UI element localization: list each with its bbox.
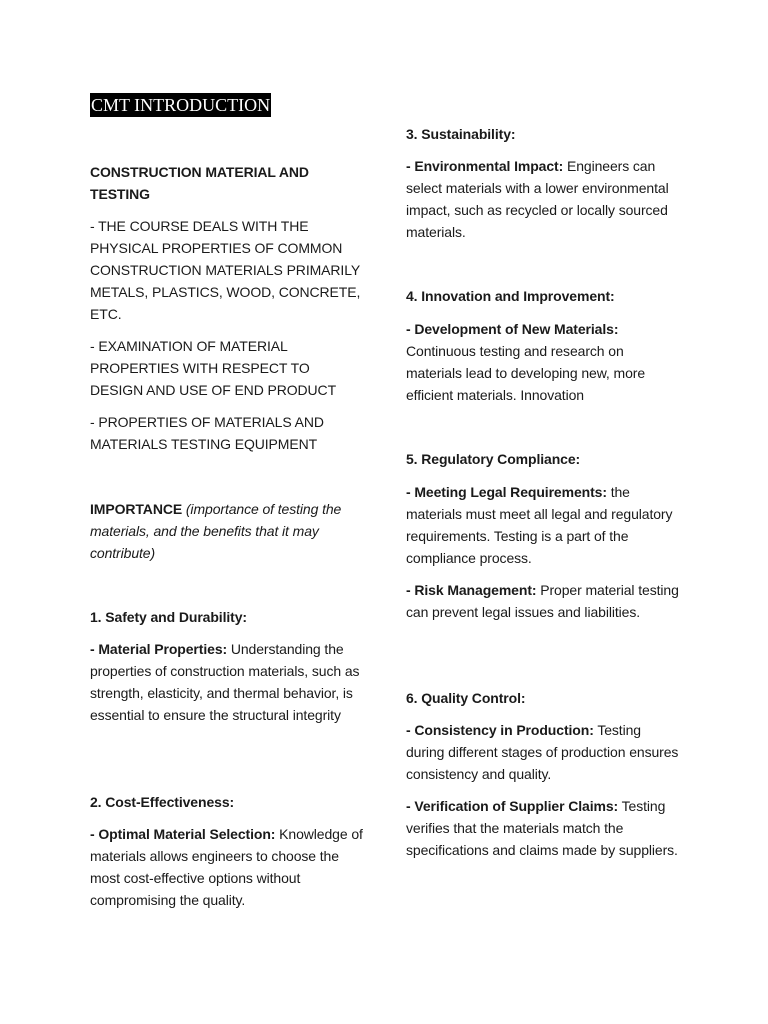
importance-paragraph xyxy=(90,498,366,564)
section-point-legal-requirements xyxy=(406,481,682,569)
point-term: - Consistency in Production: xyxy=(406,722,594,738)
section-point-new-materials xyxy=(406,318,682,406)
page-title: CMT INTRODUCTION xyxy=(91,95,271,115)
section-heading-cost: 2. Cost-Effectiveness: xyxy=(90,794,235,810)
course-point-2: - EXAMINATION OF MATERIAL PROPERTIES WITH RESPECT TO DESIGN AND USE OF END PRODUCT xyxy=(90,338,337,398)
section-point-risk-management xyxy=(406,579,682,623)
importance-note: (importance of testing the materials, and the benefits that it may contribute) xyxy=(90,501,342,561)
point-term: - Optimal Material Selection: xyxy=(90,826,276,842)
point-text: Proper material testing can prevent legal issues and liabilities. xyxy=(406,582,679,620)
point-text: Understanding the properties of construction materials, such as strength, elasticity, and thermal behavior, is essential to ensure the structural integrity xyxy=(90,641,360,723)
point-text: Knowledge of materials allows engineers to choose the most cost-effective options without compromising the quality. xyxy=(90,826,363,908)
section-heading-sustainability: 3. Sustainability: xyxy=(406,126,516,142)
section-heading-safety: 1. Safety and Durability: xyxy=(90,609,247,625)
section-heading-regulatory: 5. Regulatory Compliance: xyxy=(406,451,581,467)
point-text: the materials must meet all legal and regulatory requirements. Testing is a part of the compliance process. xyxy=(406,484,673,566)
section-point-supplier-claims xyxy=(406,795,682,861)
section-heading-quality: 6. Quality Control: xyxy=(406,690,526,706)
point-term: - Development of New Materials: xyxy=(406,321,619,337)
point-term: - Verification of Supplier Claims: xyxy=(406,798,619,814)
importance-label: IMPORTANCE xyxy=(90,501,183,517)
point-term: - Environmental Impact: xyxy=(406,158,564,174)
point-text: Testing during different stages of production ensures consistency and quality. xyxy=(406,722,679,782)
point-text: Engineers can select materials with a lower environmental impact, such as recycled or locally sourced materials. xyxy=(406,158,669,240)
course-heading: CONSTRUCTION MATERIAL AND TESTING xyxy=(90,164,309,202)
course-point-1: - THE COURSE DEALS WITH THE PHYSICAL PROPERTIES OF COMMON CONSTRUCTION MATERIALS PRIMARILY METALS, PLASTICS, WOOD, CONCRETE, ETC. xyxy=(90,218,361,322)
section-point-environmental-impact xyxy=(406,155,682,243)
course-point-3: - PROPERTIES OF MATERIALS AND MATERIALS TESTING EQUIPMENT xyxy=(90,414,324,452)
point-text: Continuous testing and research on materials lead to developing new, more efficient materials. Innovation xyxy=(406,343,646,403)
point-text: Testing verifies that the materials match the specifications and claims made by suppliers. xyxy=(406,798,678,858)
point-term: - Risk Management: xyxy=(406,582,537,598)
section-point-optimal-selection xyxy=(90,823,366,911)
point-term: - Material Properties: xyxy=(90,641,228,657)
point-term: - Meeting Legal Requirements: xyxy=(406,484,607,500)
section-point-consistency xyxy=(406,719,682,785)
section-point-material-properties xyxy=(90,638,366,726)
section-heading-innovation: 4. Innovation and Improvement: xyxy=(406,288,615,304)
